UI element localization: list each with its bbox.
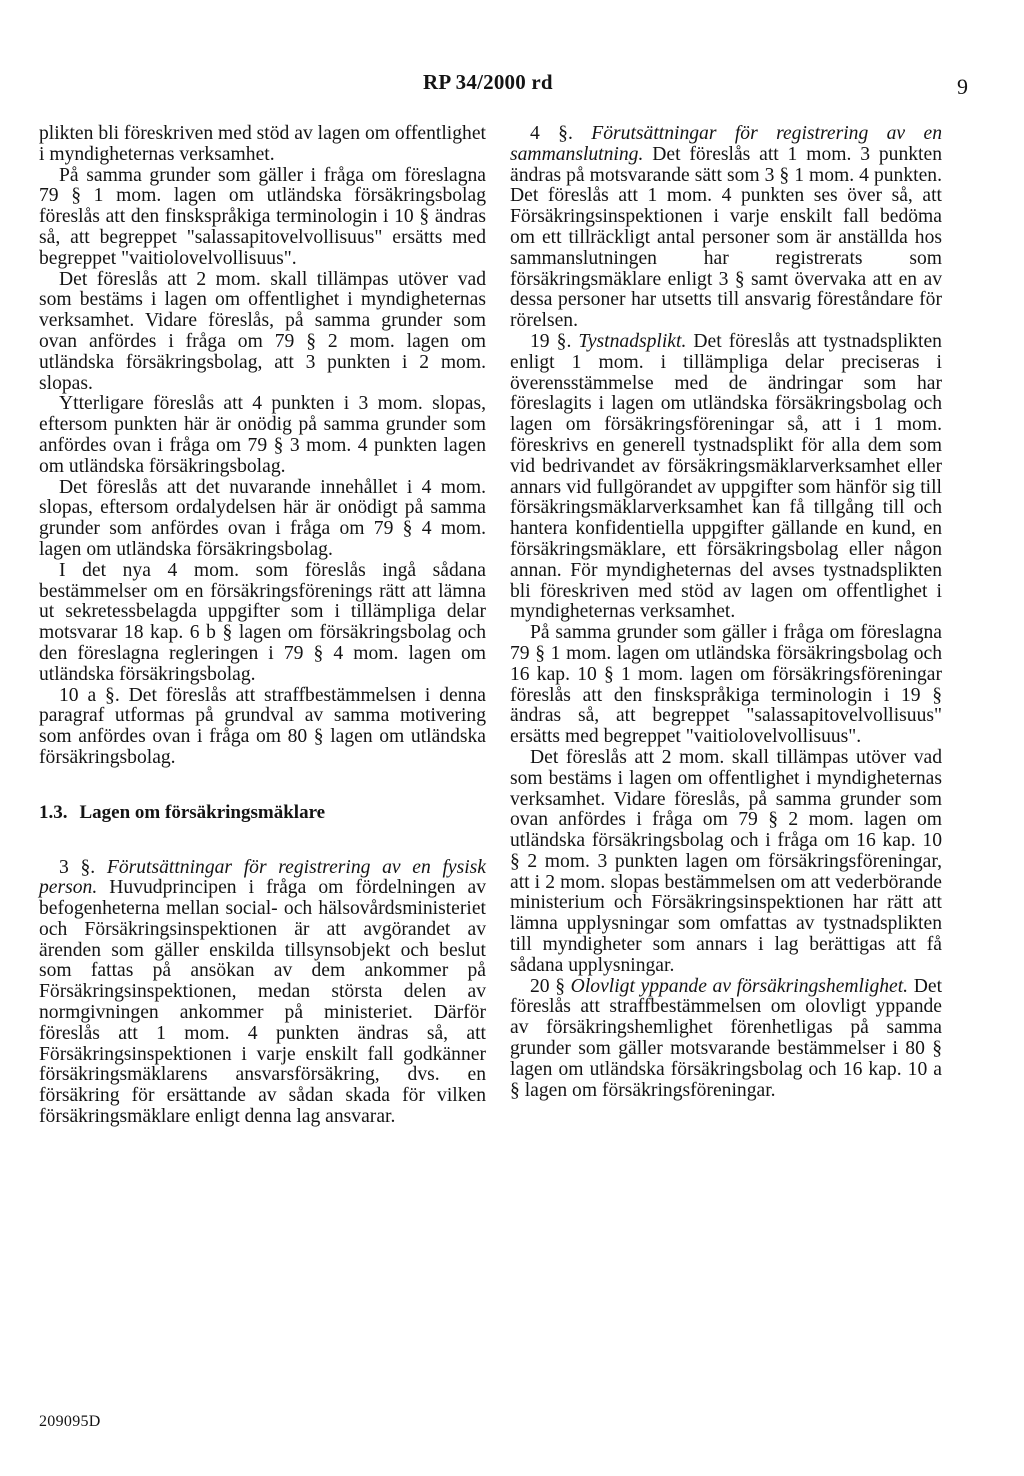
page-number: 9 [957,74,968,99]
paragraph-italic-title: Förutsättningar för registrering av en fysisk person. [39,856,486,899]
paragraph: Det föreslås att 2 mom. skall tillämpas utöver vad som bestäms i lagen om offentlighet i myndigheternas verksamhet. Vidare föreslås, på samma grunder som ovan anfördes i fråga om 79 § 2 mom. lagen om utländska försäkringsbolag och i fråga om 16 kap. 10 § 2 mom. 3 punkten lagen om försäkringsföreningar, att i 2 mom. slopas bestämmelsen om att vederbörande ministerium och Försäkringsinspektionen har rätt att lämna upplysningar som omfattas av tystnadsplikten till myndigheter som annars i lag berättigas att få sådana upplysningar. [510,746,942,976]
paragraph [39,858,486,1128]
paragraph: plikten bli föreskriven med stöd av lagen om offentlighet i myndigheternas verksamhet. [39,123,486,165]
left-column [39,124,486,1128]
paragraph [510,124,942,332]
section-title: Lagen om försäkringsmäklare [79,801,326,823]
paragraph-body: Huvudprincipen i fråga om fördelningen av befogenheterna mellan social- och hälsovårdsministeriet och Försäkringsinspektionen är att avgörandet av ärenden som gäller enskilda tillsynsobjekt och beslut som fattas på ansökan av dem ankommer på Försäkringsinspektionen, medan största delen av normgivningen ankommer på ministeriet. Därför föreslås att 1 mom. 4 punkten ändras så, att Försäkringsinspektionen i varje enskilt fall godkänner försäkringsmäklarens ansvarsförsäkring, dvs. en försäkring för ersättande av sådan skada för vilken försäkringsmäklare enligt denna lag ansvarar. [39,877,486,1128]
paragraph-italic-title: Tystnadsplikt. [578,330,687,352]
paragraph: Ytterligare föreslås att 4 punkten i 3 mom. slopas, eftersom punkten här är onödig på samma grunder som anfördes ovan i fråga om 79 § 3 mom. 4 punkten lagen om utländska försäkringsbolag. [39,393,486,477]
paragraph [510,977,942,1102]
paragraph-body: Det föreslås att tystnadsplikten enligt 1 mom. i tillämpliga delar preciseras i överensstämmelse med de ändringar som har föreslagits i lagen om utländska försäkringsbolag och lagen om försäkringsföreningar så, att i 1 mom. föreskrivs en generell tystnadsplikt för alla dem som vid bedrivandet av försäkringsmäklarverksamhet eller annars vid fullgörandet av uppgifter som hänför sig till försäkringsmäklarverksamhet kan få tillgång till och hantera konfidentiella uppgifter gällande en kund, en försäkringsmäklare, ett försäkringsbolag eller någon annan. För myndigheternas del avses tystnadsplikten bli föreskriven med stöd av lagen om offentlighet i myndigheternas verksamhet. [510,330,942,623]
paragraph-lead: 4 §. [530,123,573,144]
paragraph: Det föreslås att det nuvarande innehållet i 4 mom. slopas, eftersom ordalydelsen här är onödigt på samma grunder som anfördes ovan i fråga om 79 § 4 mom. lagen om utländska försäkringsbolag. [39,476,486,560]
running-title: RP 34/2000 rd [423,70,553,94]
paragraph [510,332,942,623]
paragraph: 10 a §. Det föreslås att straffbestämmelsen i denna paragraf utformas på grundval av samma motivering som anfördes ovan i fråga om 80 § lagen om utländska försäkringsbolag. [39,684,486,768]
paragraph-body: Det föreslås att straffbestämmelsen om olovligt yppande av försäkringshemlighet förenhetligas på samma grunder som gäller motsvarande bestämmelser i 80 § lagen om utländska försäkringsbolag och 16 kap. 10 a § lagen om försäkringsföreningar. [510,975,943,1101]
paragraph-lead: 20 § [530,975,566,997]
page-header [0,70,1024,100]
right-column [510,124,942,1101]
section-heading [39,803,486,824]
paragraph-italic-title: Förutsättningar för registrering av en sammanslutning. [510,123,942,165]
paragraph: På samma grunder som gäller i fråga om föreslagna 79 § 1 mom. lagen om utländska försäkringsbolag och 16 kap. 10 § 1 mom. lagen om försäkringsföreningar föreslås att den finskspråkiga terminologin i 19 § ändras så, att begreppet "salassapitovelvollisuus" ersätts med begreppet "vaitiolovelvollisuus". [510,622,942,748]
paragraph: På samma grunder som gäller i fråga om föreslagna 79 § 1 mom. lagen om utländska försäkringsbolag föreslås att den finskspråkiga terminologin i 10 § ändras så, att begreppet "salassapitovelvollisuus" ersätts med begreppet "vaitiolovelvollisuus". [39,164,486,269]
paragraph-italic-title: Olovligt yppande av försäkringshemlighet. [570,975,909,997]
paragraph: I det nya 4 mom. som föreslås ingå sådana bestämmelser om en försäkringsförenings rätt att lämna ut sekretessbelagda uppgifter som i tillämpliga delar motsvarar 18 kap. 6 b § lagen om försäkringsbolag och den föreslagna regleringen i 79 § 4 mom. lagen om utländska försäkringsbolag. [39,559,486,685]
section-number: 1.3. [39,801,68,823]
paragraph-lead: 19 §. [530,330,572,352]
paragraph-lead: 3 §. [59,856,96,878]
paragraph-body: Det föreslås att 1 mom. 3 punkten ändras på motsvarande sätt som 3 § 1 mom. 4 punkten. Det föreslås att 1 mom. 4 punkten ses över så, att Försäkringsinspektionen i varje enskilt fall bedöma om ett tillräckligt antal personer som är anställda hos sammanslutningen har registrerats som försäkringsmäklare enligt 3 § samt övervaka att en av dessa personer har utsetts till ansvarig föreståndare för rörelsen. [510,143,942,332]
document-code: 209095D [39,1413,101,1430]
paragraph: Det föreslås att 2 mom. skall tillämpas utöver vad som bestäms i lagen om offentlighet i myndigheternas verksamhet. Vidare föreslås, på samma grunder som ovan anfördes i fråga om 79 § 2 mom. lagen om utländska försäkringsbolag, att 3 punkten i 2 mom. slopas. [39,268,486,394]
